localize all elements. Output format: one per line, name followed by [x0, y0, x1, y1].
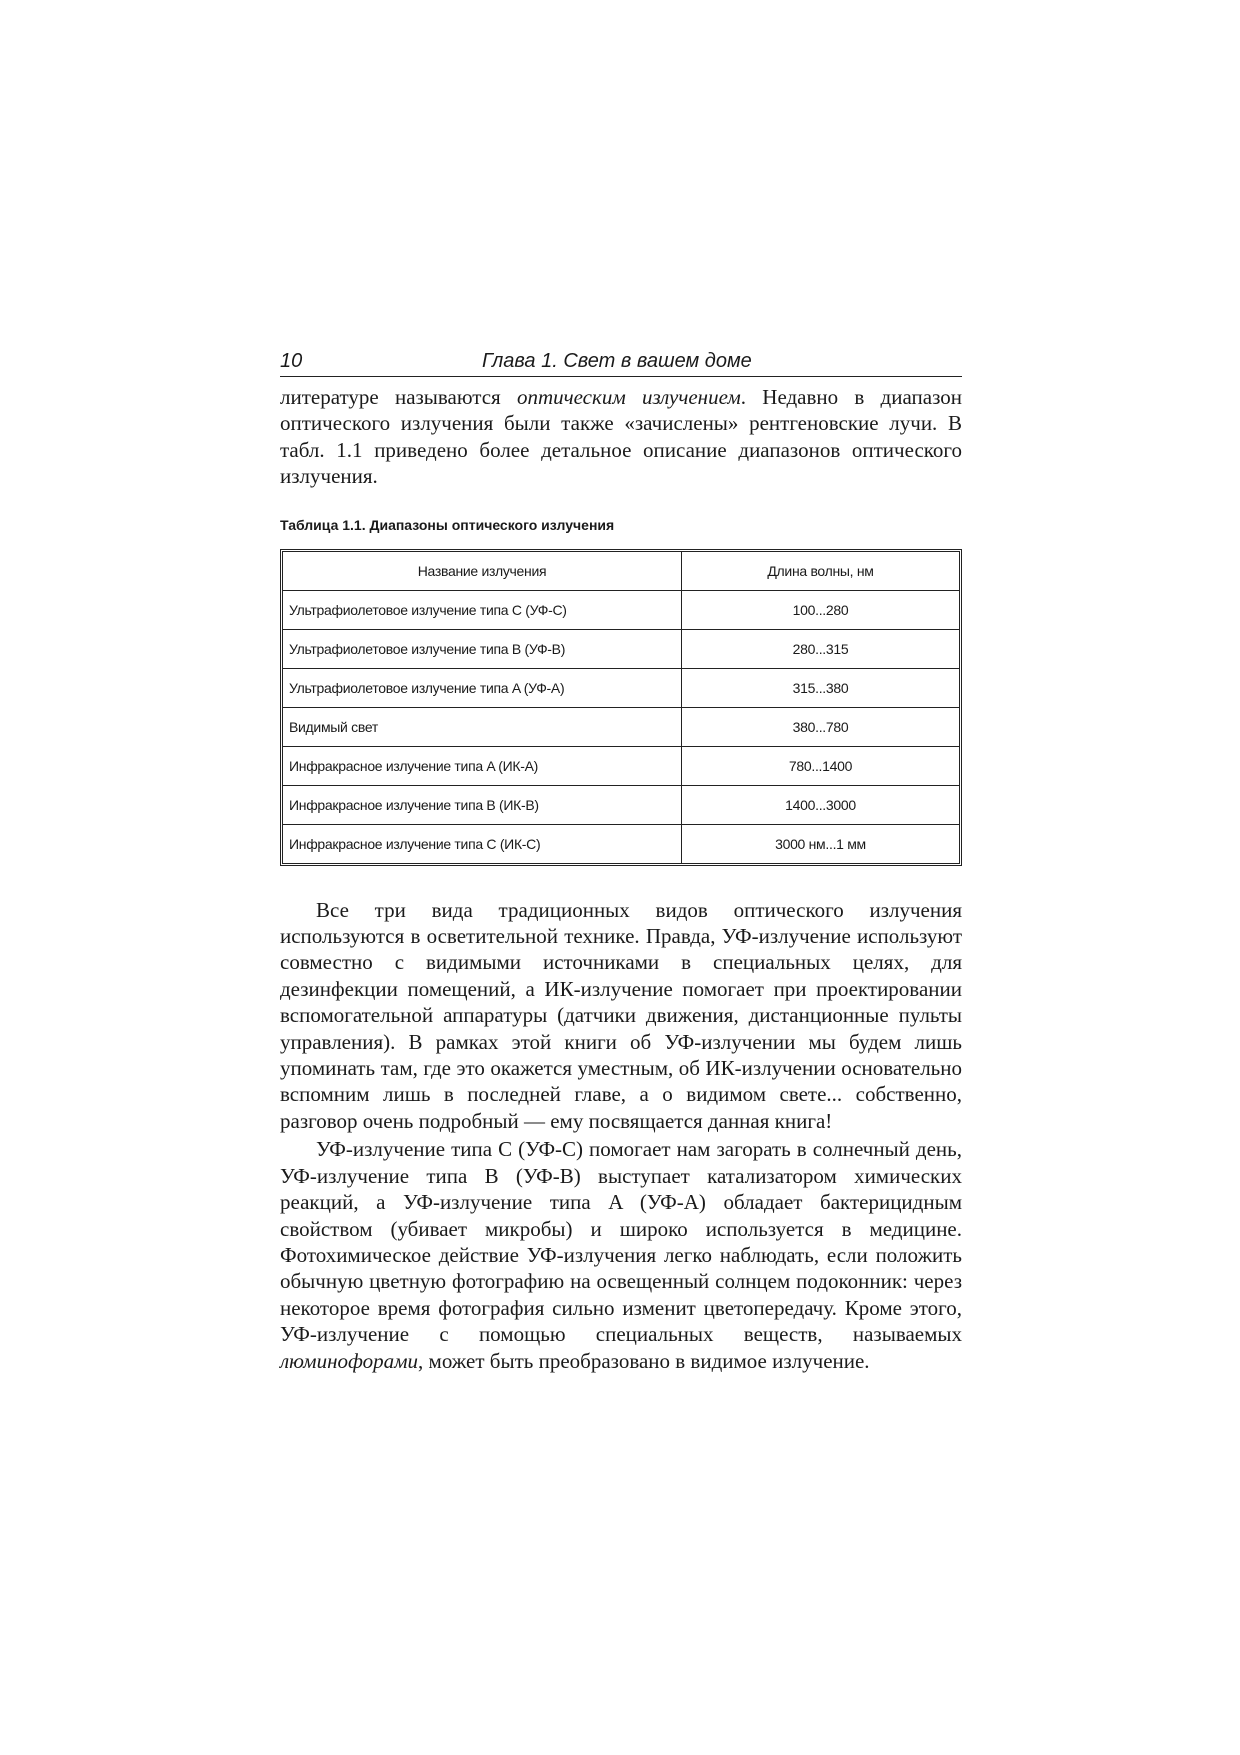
- cell-wavelength: 380...780: [682, 707, 960, 746]
- uv-emphasis: люминофорами: [280, 1348, 419, 1373]
- cell-wavelength: 1400...3000: [682, 785, 960, 824]
- table-row: [283, 629, 959, 668]
- cell-name: Инфракрасное излучение типа A (ИК-A): [283, 746, 682, 785]
- uv-text-2: , может быть преобразовано в видимое излучение.: [418, 1348, 870, 1373]
- cell-name: Инфракрасное излучение типа C (ИК-C): [283, 824, 682, 863]
- header-cell-wavelength: Длина волны, нм: [682, 552, 960, 591]
- chapter-title: Глава 1. Свет в вашем доме: [482, 350, 752, 372]
- cell-name: Ультрафиолетовое излучение типа C (УФ-C): [283, 590, 682, 629]
- cell-wavelength: 280...315: [682, 629, 960, 668]
- running-head: [280, 346, 962, 377]
- uv-text-1: УФ-излучение типа C (УФ-C) помогает нам загорать в солнечный день, УФ-излучение типа B (УФ-B) выступает катализатором химических реакций, а УФ-излучение типа A (УФ-A) обладает бактерицидным свойством (убивает микробы) и широко используется в медицине. Фотохимическое действие УФ-излучения легко наблюдать, если положить обычную цветную фотографию на освещенный солнцем подоконник: через некоторое время фотография сильно изменит цветопередачу. Кроме этого, УФ-излучение с помощью специальных веществ, называемых: [280, 1137, 962, 1347]
- book-page: [280, 346, 962, 1374]
- cell-wavelength: 3000 нм...1 мм: [682, 824, 960, 863]
- table-row: [283, 746, 959, 785]
- table-frame: [280, 549, 962, 866]
- paragraph-uv-types: [280, 1136, 962, 1374]
- table-row: [283, 707, 959, 746]
- table-row: [283, 668, 959, 707]
- intro-paragraph: [280, 384, 962, 490]
- intro-emphasis: оптическим излучением: [516, 385, 741, 409]
- header-cell-name: Название излучения: [283, 552, 682, 591]
- table-row: [283, 785, 959, 824]
- cell-wavelength: 780...1400: [682, 746, 960, 785]
- paragraph-usage: Все три вида традиционных видов оптического излучения используются в осветительной технике. Правда, УФ-излучение используют совместно с видимыми источниками в специальных целях, для дезинфекции помещений, а ИК-излучение помогает при проектировании вспомогательной аппаратуры (датчики движения, дистанционные пульты управления). В рамках этой книги об УФ-излучении мы будем лишь упоминать там, где это окажется уместным, об ИК-излучении основательно вспомним лишь в последней главе, а о видимом свете... собственно, разговор очень подробный — ему посвящается данная книга!: [280, 897, 962, 1133]
- cell-wavelength: 315...380: [682, 668, 960, 707]
- intro-text-1: литературе называются: [280, 385, 517, 409]
- cell-wavelength: 100...280: [682, 590, 960, 629]
- table-row: [283, 824, 959, 863]
- table-header-row: [283, 552, 959, 591]
- cell-name: Ультрафиолетовое излучение типа B (УФ-B): [283, 629, 682, 668]
- cell-name: Инфракрасное излучение типа B (ИК-B): [283, 785, 682, 824]
- intro-text-2: . Недавно в диапазон оптического излучения были также «зачислены» рентгеновские лучи. В табл. 1.1 приведено более детальное описание диапазонов оптического излучения.: [280, 385, 962, 489]
- page-number: 10: [280, 350, 303, 372]
- table-row: [283, 590, 959, 629]
- table-caption: Таблица 1.1. Диапазоны оптического излучения: [280, 516, 615, 533]
- radiation-table: [283, 552, 959, 863]
- cell-name: Видимый свет: [283, 707, 682, 746]
- cell-name: Ультрафиолетовое излучение типа A (УФ-A): [283, 668, 682, 707]
